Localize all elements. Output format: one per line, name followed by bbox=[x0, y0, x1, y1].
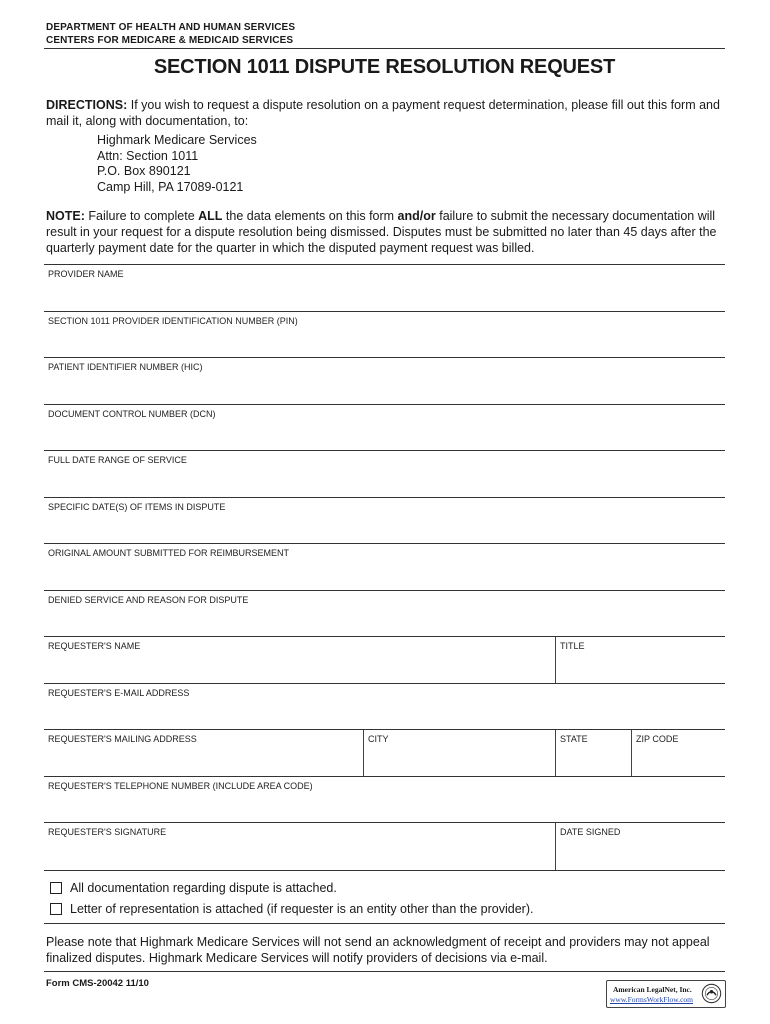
city-label: CITY bbox=[368, 734, 389, 744]
department-name: DEPARTMENT OF HEALTH AND HUMAN SERVICES bbox=[46, 22, 296, 33]
signature-field[interactable] bbox=[44, 823, 555, 870]
zip-code-field[interactable] bbox=[632, 730, 725, 776]
note-label: NOTE: bbox=[46, 209, 85, 223]
address-line: Highmark Medicare Services bbox=[97, 133, 257, 147]
patient-hic-field[interactable] bbox=[44, 358, 725, 404]
form-number: Form CMS-20042 11/10 bbox=[46, 978, 149, 989]
directions-paragraph bbox=[46, 97, 726, 129]
address-line: Camp Hill, PA 17089-0121 bbox=[97, 179, 244, 194]
date-signed-label: DATE SIGNED bbox=[560, 827, 621, 837]
mailing-address-block bbox=[97, 133, 257, 195]
date-signed-field[interactable] bbox=[556, 823, 725, 870]
state-label: STATE bbox=[560, 734, 588, 744]
publisher-link[interactable]: www.FormsWorkFlow.com bbox=[610, 995, 694, 1004]
denied-service-label: DENIED SERVICE AND REASON FOR DISPUTE bbox=[48, 595, 249, 605]
header-rule bbox=[44, 48, 725, 49]
telephone-label: REQUESTER'S TELEPHONE NUMBER (INCLUDE AREA CODE) bbox=[48, 781, 313, 791]
requester-title-field[interactable] bbox=[556, 637, 725, 683]
signature-label: REQUESTER'S SIGNATURE bbox=[48, 827, 167, 837]
documentation-checkbox[interactable] bbox=[50, 882, 62, 894]
publisher-name: American LegalNet, Inc. bbox=[613, 985, 692, 994]
provider-pin-field[interactable] bbox=[44, 312, 725, 357]
requester-title-label: TITLE bbox=[560, 641, 585, 651]
agency-name: CENTERS FOR MEDICARE & MEDICAID SERVICES bbox=[46, 35, 294, 46]
note-paragraph bbox=[46, 208, 726, 256]
provider-name-field[interactable] bbox=[44, 265, 725, 311]
original-amount-label: ORIGINAL AMOUNT SUBMITTED FOR REIMBURSEMENT bbox=[48, 548, 290, 558]
form-title: SECTION 1011 DISPUTE RESOLUTION REQUEST bbox=[153, 56, 616, 78]
dcn-field[interactable] bbox=[44, 405, 725, 450]
note-emphasis: and/or bbox=[397, 209, 436, 223]
note-emphasis: ALL bbox=[198, 209, 223, 223]
requester-name-field[interactable] bbox=[44, 637, 555, 683]
mailing-address-label: REQUESTER'S MAILING ADDRESS bbox=[48, 734, 197, 744]
note-text: Failure to complete bbox=[84, 209, 199, 223]
dispute-dates-field[interactable] bbox=[44, 498, 725, 543]
zip-code-label: ZIP CODE bbox=[636, 734, 679, 744]
publisher-logo-icon bbox=[701, 983, 722, 1004]
requester-email-label: REQUESTER'S E-MAIL ADDRESS bbox=[48, 688, 190, 698]
patient-hic-label: PATIENT IDENTIFIER NUMBER (HIC) bbox=[48, 362, 203, 372]
address-line: Attn: Section 1011 bbox=[97, 148, 199, 163]
date-range-field[interactable] bbox=[44, 451, 725, 497]
acknowledgment-note: Please note that Highmark Medicare Services will not send an acknowledgment of receipt and providers may not appeal finalized disputes. Highmark Medicare Services will notify providers of decisions via e-mail. bbox=[46, 935, 710, 965]
city-field[interactable] bbox=[364, 730, 555, 776]
publisher-badge bbox=[606, 980, 726, 1008]
note-text: the data elements on this form bbox=[222, 209, 398, 223]
date-range-label: FULL DATE RANGE OF SERVICE bbox=[48, 455, 187, 465]
address-line: P.O. Box 890121 bbox=[97, 164, 191, 178]
state-field[interactable] bbox=[556, 730, 631, 776]
directions-label: DIRECTIONS: bbox=[46, 98, 128, 112]
checkbox-bottom-rule bbox=[44, 923, 725, 924]
representation-checkbox-label: Letter of representation is attached (if requester is an entity other than the provider). bbox=[70, 902, 534, 916]
representation-checkbox-row[interactable] bbox=[50, 902, 533, 916]
dispute-dates-label: SPECIFIC DATE(S) OF ITEMS IN DISPUTE bbox=[48, 502, 226, 512]
note-text: failure to submit the necessary documentation will result in your request for a dispute resolution being dismissed. Disputes must be submitted no later than 45 days after the quarterly payment date for the quarter in which the disputed payment request was billed. bbox=[46, 209, 717, 255]
dcn-label: DOCUMENT CONTROL NUMBER (DCN) bbox=[48, 409, 216, 419]
denied-service-field[interactable] bbox=[44, 591, 725, 636]
form-bottom-rule bbox=[44, 870, 725, 871]
mailing-address-field[interactable] bbox=[44, 730, 363, 776]
directions-text: If you wish to request a dispute resolution on a payment request determination, please fill out this form and mail it, along with documentation, to: bbox=[46, 98, 720, 128]
requester-name-label: REQUESTER'S NAME bbox=[48, 641, 141, 651]
telephone-field[interactable] bbox=[44, 777, 725, 822]
representation-checkbox[interactable] bbox=[50, 903, 62, 915]
provider-pin-label: SECTION 1011 PROVIDER IDENTIFICATION NUMBER (PIN) bbox=[48, 316, 298, 326]
requester-email-field[interactable] bbox=[44, 684, 725, 729]
footer-rule bbox=[44, 971, 725, 972]
documentation-checkbox-label: All documentation regarding dispute is attached. bbox=[70, 881, 337, 895]
provider-name-label: PROVIDER NAME bbox=[48, 269, 124, 279]
documentation-checkbox-row[interactable] bbox=[50, 881, 337, 895]
original-amount-field[interactable] bbox=[44, 544, 725, 590]
